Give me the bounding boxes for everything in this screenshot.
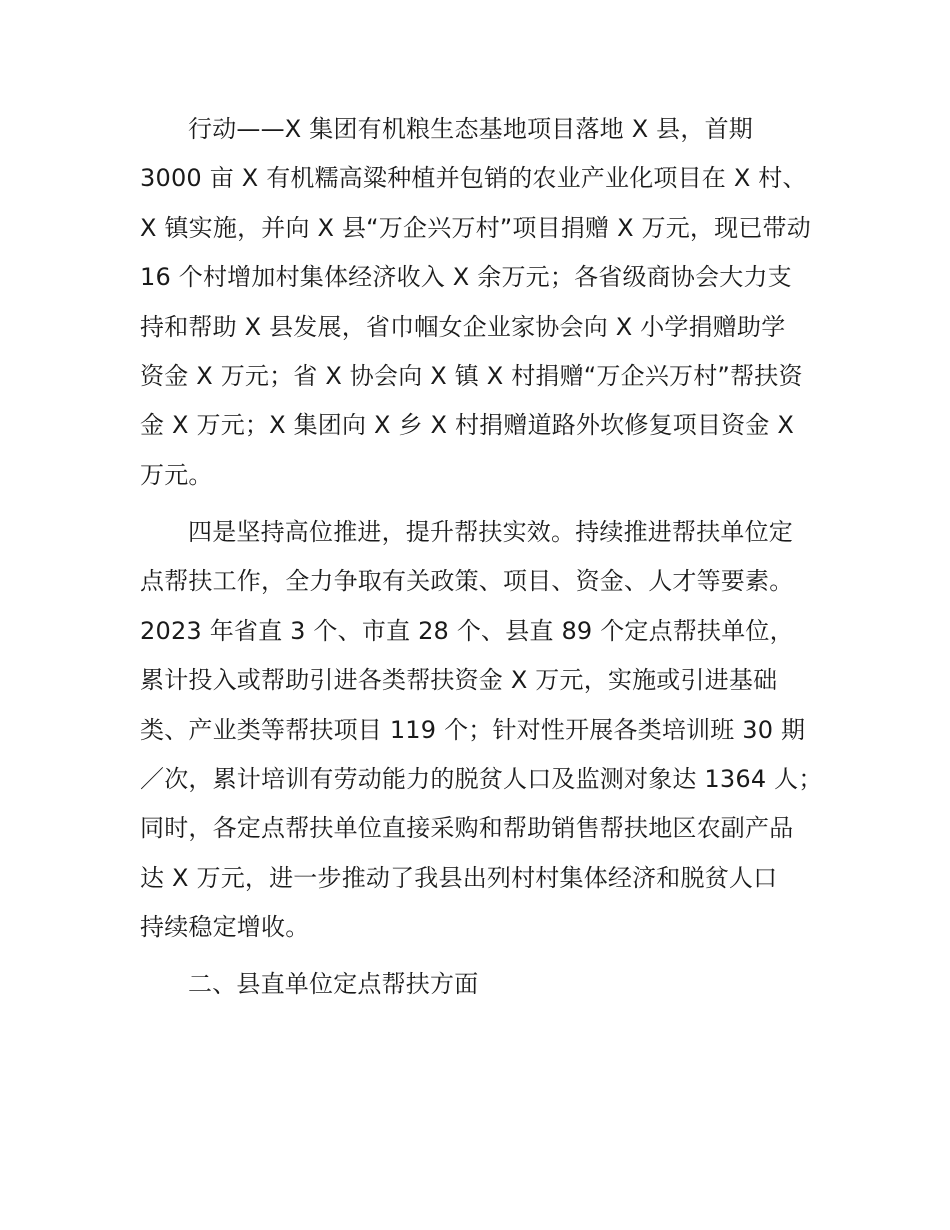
paragraph-line: 类、产业类等帮扶项目 119 个；针对性开展各类培训班 30 期 xyxy=(140,715,806,744)
paragraph-line: 16 个村增加村集体经济收入 X 余万元；各省级商协会大力支 xyxy=(140,263,792,292)
paragraph-line: 3000 亩 X 有机糯高粱种植并包销的农业产业化项目在 X 村、 xyxy=(140,164,807,193)
paragraph-1 xyxy=(140,105,840,500)
paragraph-line: 行动——X 集团有机粮生态基地项目落地 X 县，首期 xyxy=(188,115,753,143)
paragraph-line: 持和帮助 X 县发展，省巾帼女企业家协会向 X 小学捐赠助学 xyxy=(140,312,786,341)
paragraph-line: 万元。 xyxy=(140,460,213,489)
paragraph-line: 四是坚持高位推进，提升帮扶实效。持续推进帮扶单位定 xyxy=(188,518,793,546)
paragraph-line: 资金 X 万元；省 X 协会向 X 镇 X 村捐赠“万企兴万村”帮扶资 xyxy=(140,361,803,390)
paragraph-line: 达 X 万元，进一步推动了我县出列村村集体经济和脱贫人口 xyxy=(140,863,778,892)
paragraph-line: 持续稳定增收。 xyxy=(140,913,310,942)
paragraph-line: 同时，各定点帮扶单位直接采购和帮助销售帮扶地区农副产品 xyxy=(140,814,794,843)
section-heading xyxy=(140,960,840,1009)
paragraph-line: 累计投入或帮助引进各类帮扶资金 X 万元，实施或引进基础 xyxy=(140,666,778,695)
paragraph-line: X 镇实施，并向 X 县“万企兴万村”项目捐赠 X 万元，现已带动 xyxy=(140,213,811,242)
section-heading-text: 二、县直单位定点帮扶方面 xyxy=(188,970,479,998)
paragraph-line: 点帮扶工作，全力争取有关政策、项目、资金、人才等要素。 xyxy=(140,567,794,596)
paragraph-2 xyxy=(140,508,840,953)
paragraph-line: ／次，累计培训有劳动能力的脱贫人口及监测对象达 1364 人； xyxy=(140,764,823,793)
paragraph-line: 2023 年省直 3 个、市直 28 个、县直 89 个定点帮扶单位， xyxy=(140,616,794,645)
paragraph-line: 金 X 万元；X 集团向 X 乡 X 村捐赠道路外坎修复项目资金 X xyxy=(140,411,795,440)
